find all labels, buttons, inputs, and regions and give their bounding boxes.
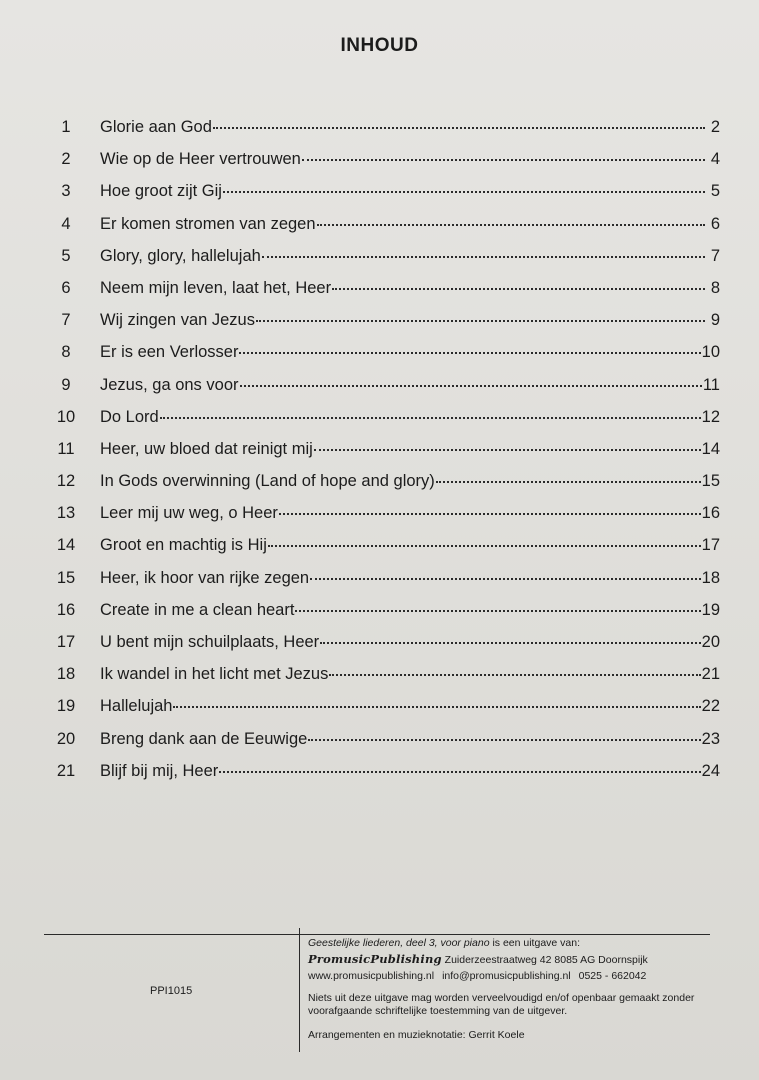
toc-entry-title: Do Lord [100,407,159,426]
toc-entry-number: 17 [56,633,76,651]
toc-entry-number: 16 [56,600,76,619]
toc-entry-title: Er is een Verlosser [100,343,239,362]
toc-leader-dots [279,513,701,515]
toc-entry-page: 4 [710,150,720,169]
toc-entry-page: 7 [710,246,720,265]
toc-entry-page: 8 [710,278,720,297]
toc-entry-page: 2 [710,118,720,136]
toc-leader-dots [223,191,705,193]
toc-entry-page: 9 [710,311,720,330]
toc-entry-number: 1 [61,118,71,136]
toc-leader-dots [320,642,700,644]
toc-entry [40,472,720,504]
publisher-phone: 0525 - 662042 [578,970,647,982]
toc-entry-page: 18 [701,568,720,587]
toc-entry-page: 15 [701,472,720,491]
toc-entry-number: 3 [61,182,71,201]
toc-entry [40,247,720,279]
toc-entry-title: Blijf bij mij, Heer [100,761,219,780]
toc-entry-title: Leer mij uw weg, o Heer [100,504,278,523]
toc-entry [40,440,720,472]
toc-entry-title: Glory, glory, hallelujah [100,246,261,265]
toc-leader-dots [219,771,700,773]
publication-suffix: is een uitgave van: [489,937,581,949]
toc-leader-dots [240,385,702,387]
toc-entry [40,408,720,440]
toc-entry [40,182,720,214]
toc-entry [40,311,720,343]
toc-entry [40,762,720,794]
publisher-line [308,951,728,968]
copyright-notice: Niets uit deze uitgave mag worden verveelvoudigd en/of openbaar gemaakt zonder voorafgaande schriftelijke toestemming van de uitgever. [308,992,695,1017]
toc-entry-page: 21 [701,665,720,684]
toc-entry [40,730,720,762]
toc-entry [40,536,720,568]
toc-entry-page: 19 [701,600,720,619]
publication-title: Geestelijke liederen, deel 3, voor piano [308,937,490,949]
toc-entry-title: Create in me a clean heart [100,600,295,619]
toc-entry-number: 9 [61,375,71,394]
toc-entry [40,215,720,247]
toc-entry-title: In Gods overwinning (Land of hope and glory) [100,472,435,491]
toc-entry [40,343,720,375]
toc-entry-page: 14 [701,439,720,458]
toc-entry-title: Jezus, ga ons voor [100,375,239,394]
toc-entry-page: 24 [701,761,720,780]
toc-entry-page: 5 [710,182,720,201]
toc-entry-title: Ik wandel in het licht met Jezus [100,665,329,684]
toc-entry-title: Groot en machtig is Hij [100,536,267,555]
toc-entry-title: Neem mijn leven, laat het, Heer [100,278,332,297]
toc-entry-title: Wij zingen van Jezus [100,311,255,330]
toc-entry-page: 16 [701,504,720,523]
publisher-info [308,935,728,1043]
toc-entry-number: 4 [61,214,71,233]
toc-entry-number: 20 [56,729,76,748]
toc-leader-dots [317,224,705,226]
toc-leader-dots [436,481,701,483]
toc-entry [40,569,720,601]
arrangement-credit: Arrangementen en muzieknotatie: Gerrit Koele [308,1029,525,1041]
toc-entry-number: 18 [56,665,76,684]
toc-entry [40,150,720,182]
toc-entry [40,697,720,729]
publisher-email[interactable]: info@promusicpublishing.nl [442,970,571,982]
toc-entry-number: 12 [56,472,76,491]
toc-entry-page: 6 [710,214,720,233]
toc-leader-dots [308,739,700,741]
toc-entry-number: 5 [61,246,71,265]
toc-leader-dots [262,256,705,258]
toc-leader-dots [295,610,700,612]
table-of-contents [40,118,720,794]
toc-entry-number: 21 [56,761,76,780]
footer-vertical-divider [299,928,300,1052]
toc-entry [40,376,720,408]
publisher-logo: PromusicPublishing [308,952,442,966]
toc-entry [40,118,720,150]
page-title: INHOUD [340,35,419,56]
toc-entry-title: Er komen stromen van zegen [100,214,316,233]
toc-entry-number: 6 [61,278,71,297]
toc-entry-title: Heer, uw bloed dat reinigt mij [100,439,313,458]
toc-leader-dots [239,352,700,354]
toc-entry-number: 2 [61,150,71,169]
toc-leader-dots [332,288,705,290]
toc-entry-page: 17 [701,536,720,555]
toc-entry-number: 7 [61,311,71,330]
toc-entry-number: 10 [56,407,76,426]
toc-entry-page: 23 [701,729,720,748]
toc-entry-page: 20 [701,633,720,651]
toc-leader-dots [256,320,705,322]
toc-entry-title: Breng dank aan de Eeuwige [100,729,308,748]
publisher-website[interactable]: www.promusicpublishing.nl [308,970,435,982]
toc-leader-dots [268,545,701,547]
toc-entry-title: Wie op de Heer vertrouwen [100,150,301,169]
toc-entry-number: 19 [56,697,76,716]
toc-entry-page: 11 [702,375,720,394]
toc-entry [40,601,720,633]
toc-entry-title: Glorie aan God [100,118,212,136]
toc-entry [40,279,720,311]
toc-entry-number: 15 [56,568,76,587]
toc-entry-number: 8 [61,343,71,362]
toc-leader-dots [160,417,701,419]
toc-leader-dots [173,706,700,708]
toc-entry-title: Heer, ik hoor van rijke zegen [100,568,310,587]
toc-leader-dots [213,127,705,129]
publisher-address: Zuiderzeestraatweg 42 8085 AG Doornspijk [444,954,648,966]
toc-entry-page: 12 [701,407,720,426]
toc-entry-title: Hoe groot zijt Gij [100,182,222,201]
toc-entry-title: U bent mijn schuilplaats, Heer [100,633,320,651]
toc-leader-dots [302,159,705,161]
toc-entry-page: 10 [701,343,720,362]
toc-entry [40,504,720,536]
toc-entry [40,665,720,697]
contact-line [308,968,728,984]
publication-line [308,935,728,951]
catalog-code: PPI1015 [150,985,193,997]
toc-entry-page: 22 [701,697,720,716]
toc-leader-dots [310,578,701,580]
toc-leader-dots [329,674,700,676]
toc-entry-number: 13 [56,504,76,523]
toc-entry-number: 11 [57,439,75,458]
toc-entry-number: 14 [56,536,76,555]
toc-leader-dots [314,449,701,451]
toc-entry [40,633,720,665]
toc-entry-title: Hallelujah [100,697,173,716]
